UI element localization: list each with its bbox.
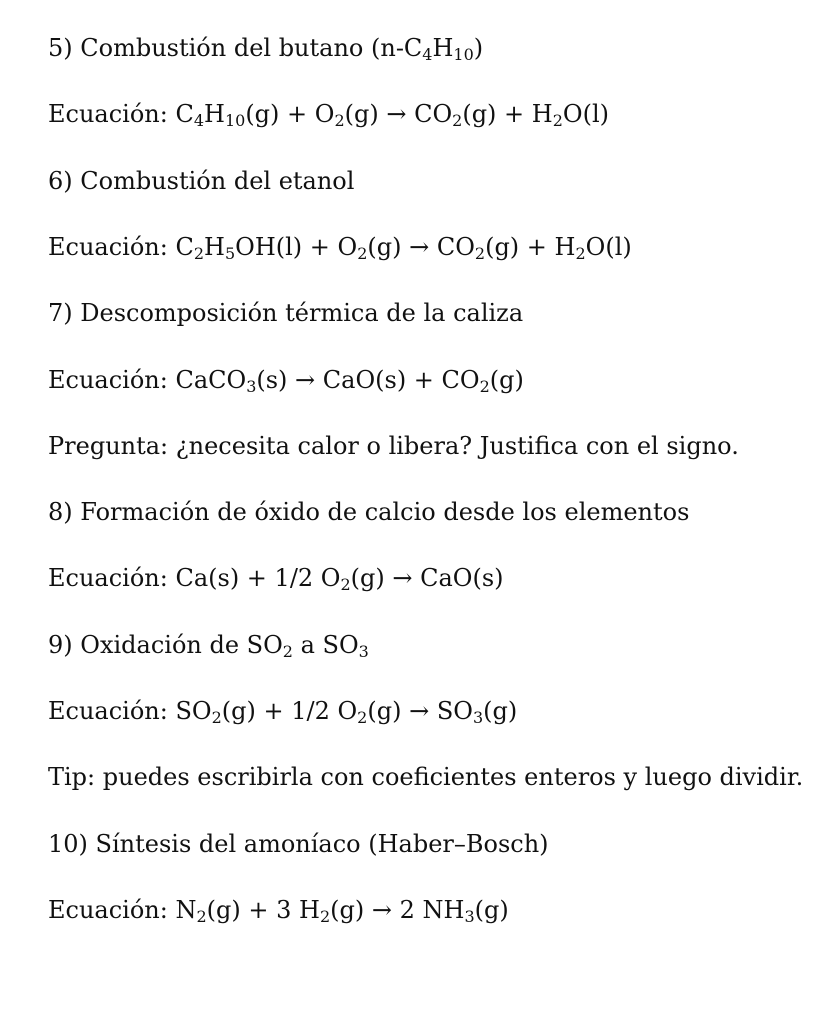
text-segment: H [204, 100, 225, 129]
text-segment: (g) + H [462, 100, 553, 129]
subscript: 2 [193, 243, 205, 263]
heading-5 [48, 33, 483, 63]
subscript: 2 [357, 243, 368, 263]
text-segment: (g) + H [485, 232, 576, 261]
subscript: 3 [464, 906, 475, 926]
text-segment: (g) + 3 H [206, 895, 320, 924]
subscript: 5 [224, 243, 236, 263]
heading-10 [48, 829, 549, 859]
equation-5 [48, 99, 609, 129]
subscript: 10 [453, 45, 474, 64]
equation-10 [48, 895, 509, 925]
text-segment: (g) + O [245, 100, 335, 129]
subscript: 2 [282, 641, 293, 661]
subscript: 2 [319, 906, 331, 926]
tip-9 [48, 762, 803, 792]
text-segment: Tip: puedes escribirla con coeficientes enteros y luego dividir. [48, 763, 804, 792]
text-segment: (g) [474, 895, 509, 924]
text-segment: (g) → CO [344, 100, 453, 129]
subscript: 3 [472, 708, 484, 727]
text-segment: Ecuación: SO [48, 697, 212, 725]
text-segment: 9) Oxidación de SO [48, 630, 283, 659]
text-segment: OH(l) + O [235, 232, 358, 261]
subscript: 2 [340, 575, 351, 595]
equation-8 [48, 563, 504, 593]
text-segment: (g) [489, 365, 524, 394]
text-segment: Pregunta: ¿necesita calor o libera? Justifica con el signo. [48, 431, 739, 460]
question-7 [48, 431, 739, 461]
text-segment: O(l) [585, 232, 632, 261]
subscript: 2 [552, 111, 563, 131]
subscript: 2 [575, 243, 586, 263]
text-segment: (g) + 1/2 O [221, 697, 358, 725]
text-segment: ) [473, 34, 484, 62]
subscript: 10 [224, 111, 246, 131]
subscript: 2 [334, 111, 345, 131]
subscript: 3 [358, 641, 369, 661]
subscript: 4 [193, 111, 205, 131]
text-segment: (g) → CaO(s) [350, 564, 504, 593]
text-segment: H [432, 34, 454, 62]
text-segment: Ecuación: C [48, 100, 194, 129]
text-segment: Ecuación: C [48, 232, 194, 261]
subscript: 2 [474, 243, 486, 263]
heading-8 [48, 497, 689, 527]
text-segment: (g) [483, 697, 518, 725]
heading-7 [48, 298, 523, 328]
text-segment: 6) Combustión del etanol [48, 166, 355, 195]
text-segment: Ecuación: N [48, 895, 197, 924]
text-segment: O(l) [562, 100, 609, 129]
heading-9 [48, 630, 369, 660]
text-segment: H [204, 232, 225, 261]
heading-6 [48, 166, 354, 196]
text-segment: 8) Formación de óxido de calcio desde los elementos [48, 498, 690, 527]
text-segment: (s) → CaO(s) + CO [256, 365, 480, 394]
subscript: 4 [422, 45, 433, 64]
text-segment: (g) → 2 NH [330, 895, 465, 924]
text-segment: Ecuación: CaCO [48, 365, 247, 394]
equation-7 [48, 365, 524, 395]
subscript: 2 [211, 708, 222, 727]
subscript: 3 [246, 376, 257, 396]
text-segment: 10) Síntesis del amoníaco (Haber–Bosch) [48, 829, 549, 858]
subscript: 2 [452, 111, 463, 131]
text-segment: 7) Descomposición térmica de la caliza [48, 299, 524, 328]
subscript: 2 [196, 906, 207, 926]
text-segment: 5) Combustión del butano (n-C [48, 34, 423, 62]
text-segment: (g) → CO [367, 232, 475, 261]
text-segment: Ecuación: Ca(s) + 1/2 O [48, 564, 341, 593]
subscript: 2 [357, 708, 368, 727]
equation-6 [48, 232, 632, 262]
subscript: 2 [479, 376, 490, 396]
text-segment: (g) → SO [367, 697, 473, 725]
text-segment: a SO [292, 630, 359, 659]
equation-9 [48, 696, 517, 726]
